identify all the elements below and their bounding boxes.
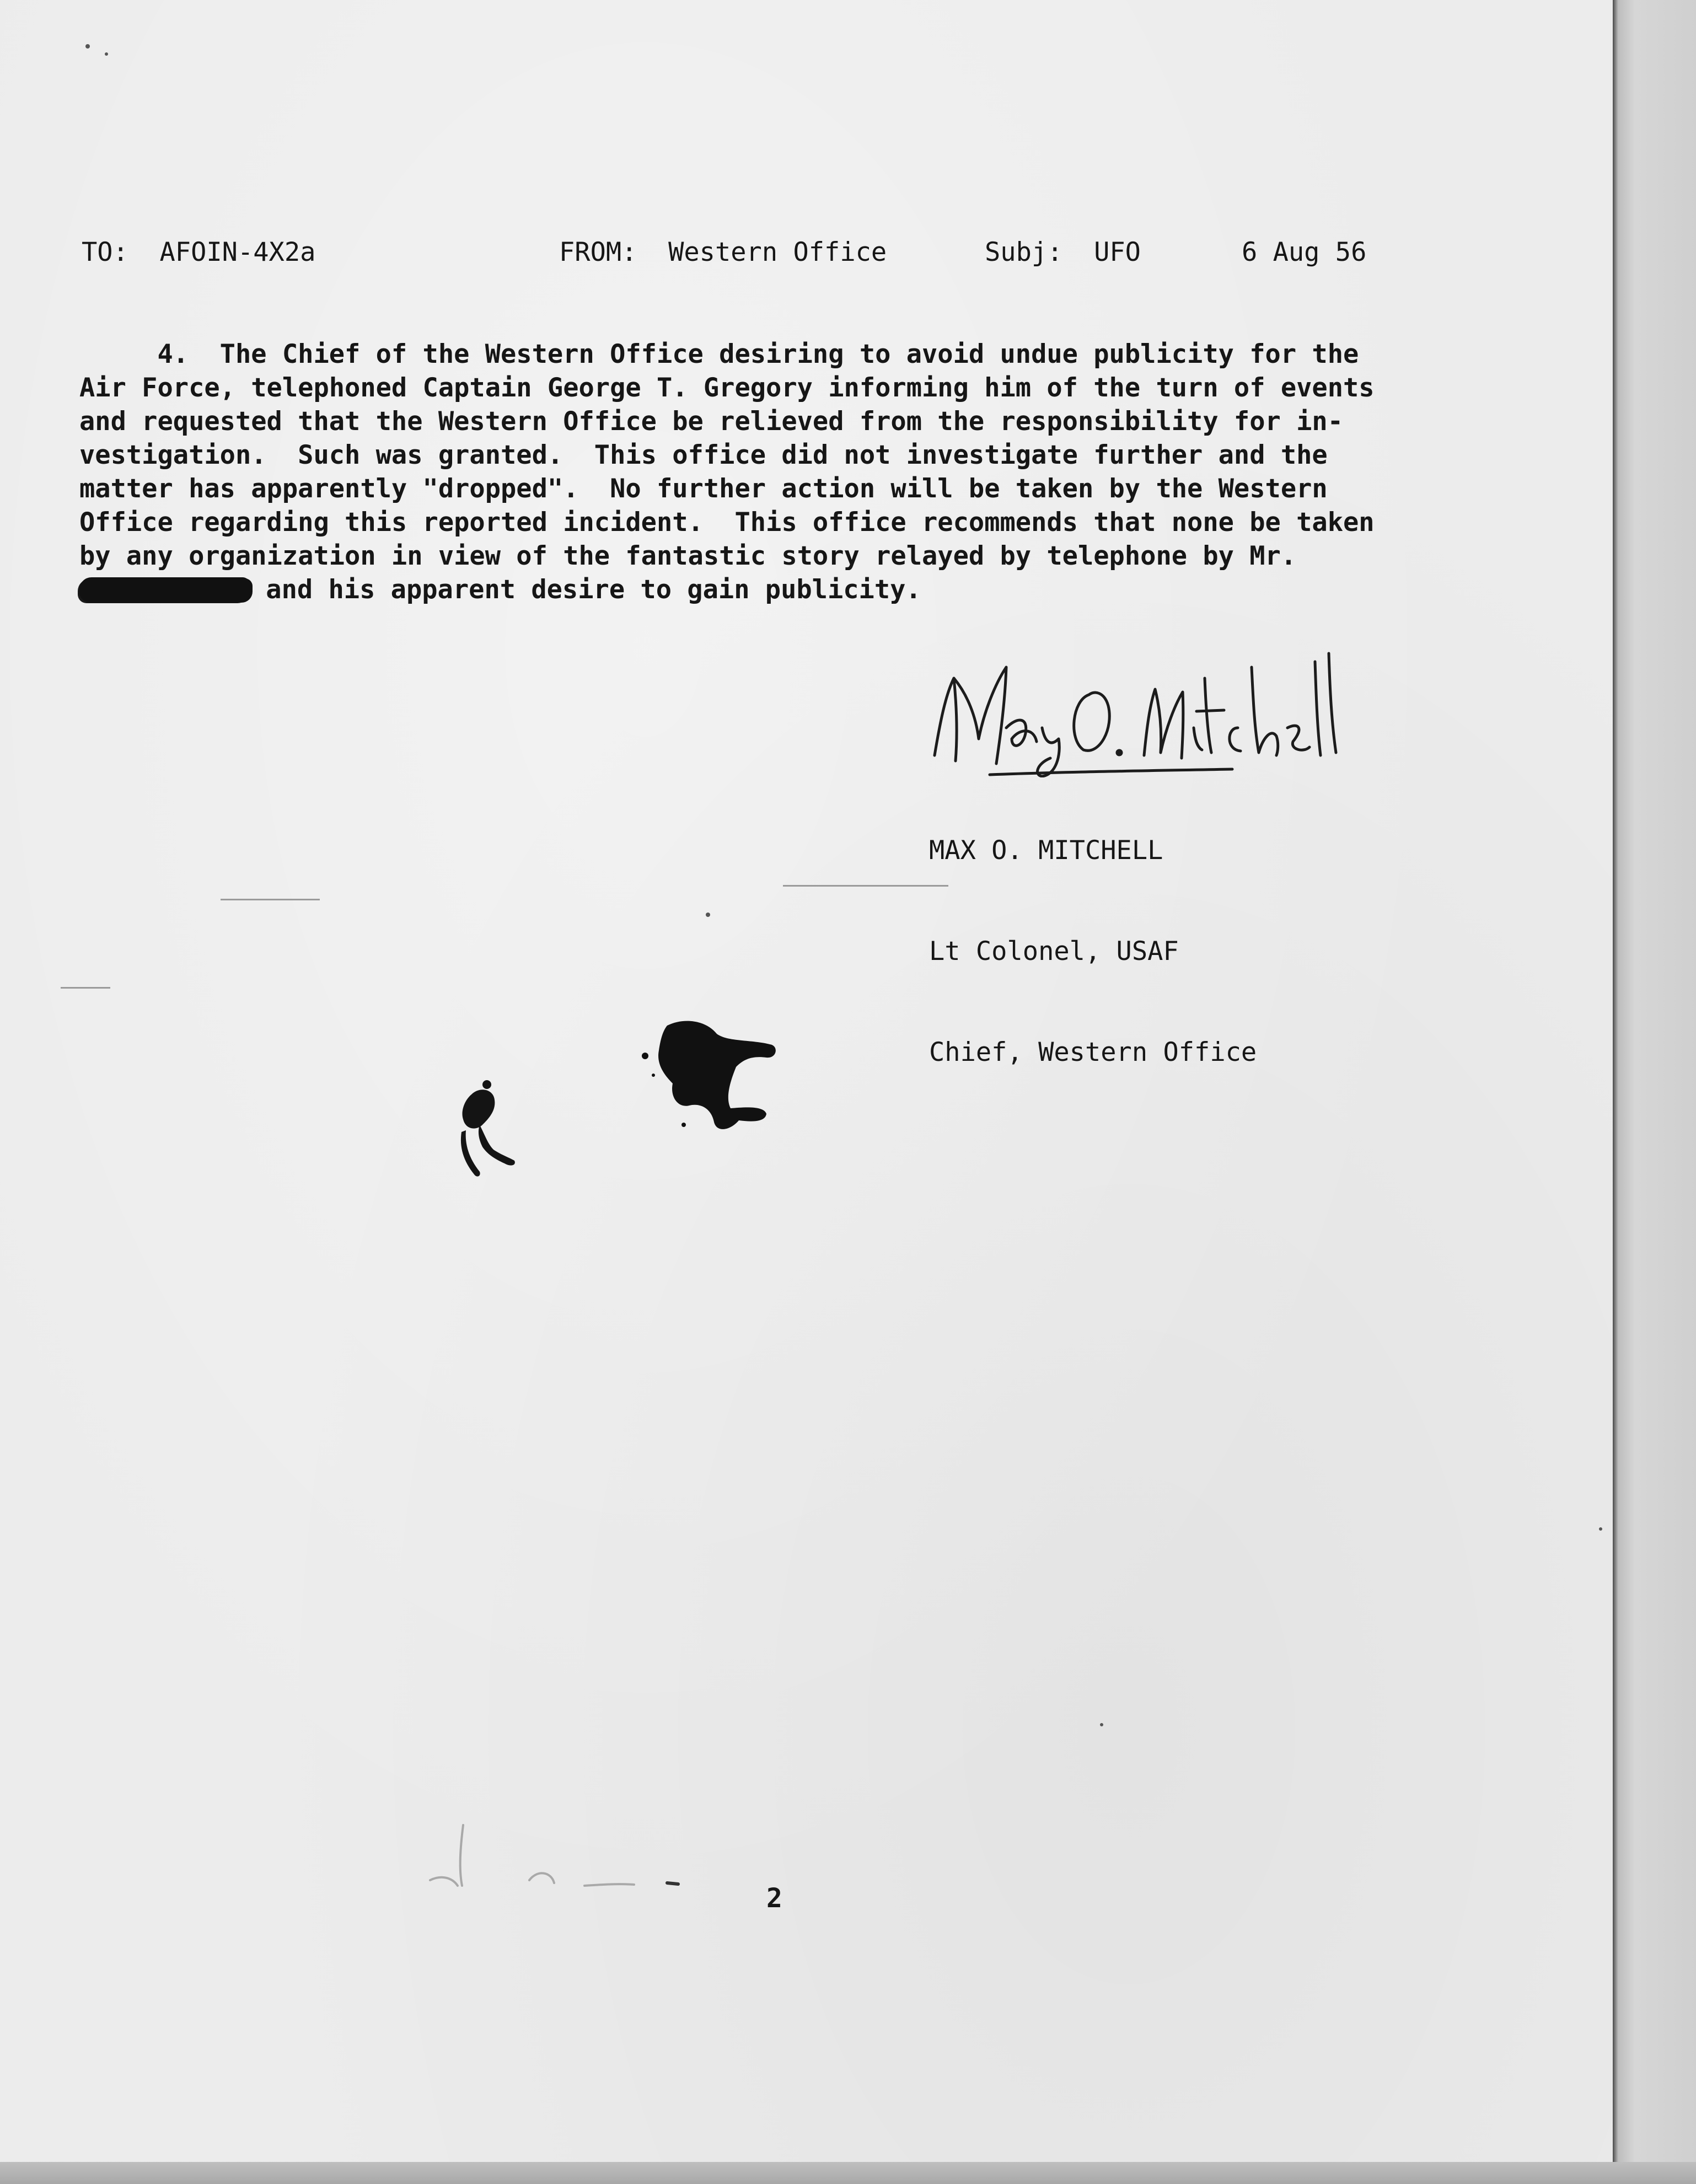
scan-edge-bottom <box>0 2162 1696 2184</box>
body-line: matter has apparently "dropped". No further action will be taken by the Western <box>79 474 1328 504</box>
memo-header <box>82 237 1515 276</box>
from-field: FROM: Western Office <box>559 237 887 267</box>
redaction-mark <box>79 577 250 602</box>
body-line-tail: and his apparent desire to gain publicity. <box>250 575 921 605</box>
ink-blot <box>449 1078 527 1183</box>
signature-block <box>929 766 1257 1136</box>
faint-line-mark <box>783 885 948 887</box>
handwritten-signature <box>924 645 1343 777</box>
body-line: vestigation. Such was granted. This office did not investigate further and the <box>79 440 1328 470</box>
faint-pencil-marks <box>419 1814 684 1902</box>
faint-line-mark <box>61 987 110 989</box>
to-field: TO: AFOIN-4X2a <box>82 237 316 267</box>
page-number: 2 <box>766 1883 782 1914</box>
speck-mark <box>1599 1527 1602 1531</box>
body-line: Office regarding this reported incident. This office recommends that none be taken <box>79 507 1375 538</box>
signer-name: MAX O. MITCHELL <box>929 835 1163 866</box>
subject-field: Subj: UFO <box>985 237 1141 267</box>
body-line: 4. The Chief of the Western Office desiring to avoid undue publicity for the <box>79 339 1359 369</box>
scan-edge-right <box>1613 0 1696 2184</box>
signer-title: Chief, Western Office <box>929 1037 1257 1067</box>
body-line: by any organization in view of the fantastic story relayed by telephone by Mr. <box>79 541 1297 571</box>
speck-mark <box>105 52 108 56</box>
speck-mark <box>1100 1723 1103 1726</box>
faint-line-mark <box>221 899 320 900</box>
speck-mark <box>706 913 710 917</box>
memo-body-paragraph <box>79 337 1491 607</box>
body-line: and requested that the Western Office be relieved from the responsibility for in- <box>79 406 1344 437</box>
date-field: 6 Aug 56 <box>1242 237 1367 267</box>
ink-blot <box>634 1015 783 1141</box>
body-line: Air Force, telephoned Captain George T. Gregory informing him of the turn of events <box>79 373 1375 403</box>
body-line-redacted <box>79 573 1491 607</box>
signer-rank: Lt Colonel, USAF <box>929 936 1179 967</box>
speck-mark <box>85 44 90 49</box>
